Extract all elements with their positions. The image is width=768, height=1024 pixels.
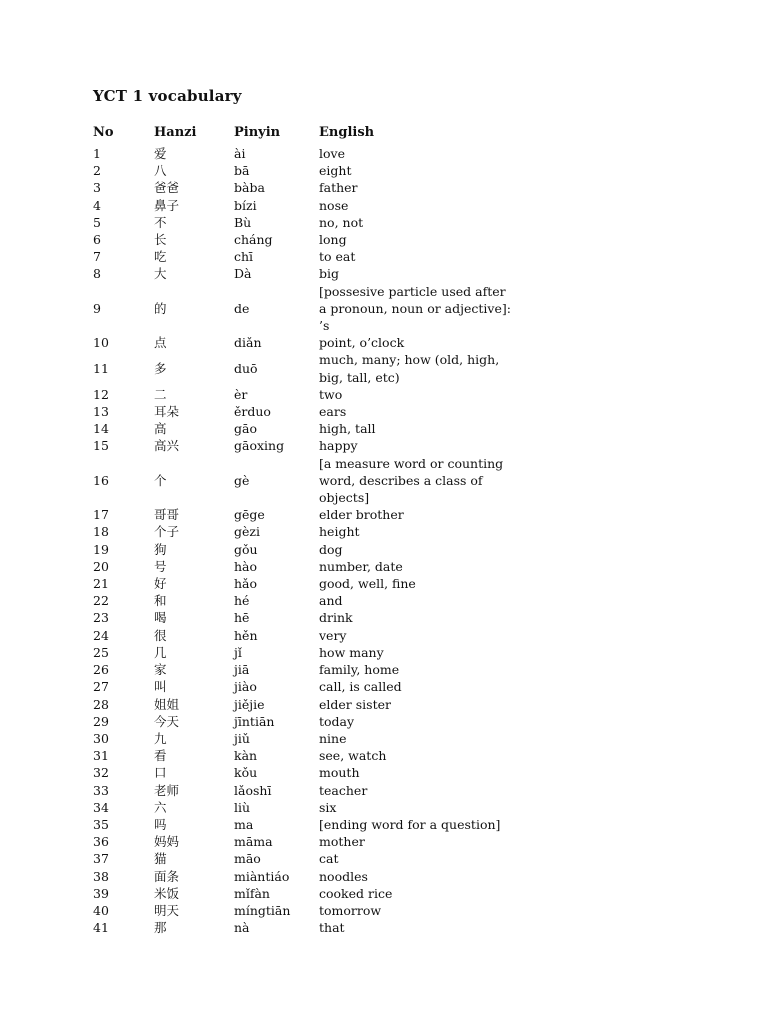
cell-english: noodles [319,868,368,884]
cell-pinyin: de [234,300,250,316]
vocabulary-table-body [91,145,517,936]
cell-no: 34 [93,799,109,815]
cell-english: [a measure word or counting word, describes a class of objects] [319,455,504,506]
table-row [91,455,517,507]
cell-no: 15 [93,438,109,454]
cell-english: today [319,713,355,729]
cell-english: see, watch [319,748,387,764]
cell-no: 16 [93,472,109,488]
cell-no: 2 [93,163,101,179]
cell-pinyin: liù [234,799,251,815]
header-row [91,125,517,145]
cell-hanzi: 的 [154,300,167,316]
cell-no: 37 [93,851,109,867]
cell-no: 14 [93,421,109,437]
cell-hanzi: 吗 [154,816,167,832]
cell-pinyin: miàntiáo [234,868,290,884]
cell-pinyin: gè [234,472,250,488]
cell-no: 6 [93,232,101,248]
cell-english: love [319,146,345,161]
cell-no: 41 [93,920,109,936]
cell-hanzi: 高 [154,421,167,437]
table-row [91,885,517,902]
header-hanzi: Hanzi [154,125,197,140]
table-row [91,730,517,747]
table-row [91,902,517,919]
cell-english: no, not [319,214,364,230]
table-row [91,334,517,351]
cell-pinyin: hǎo [234,576,258,592]
cell-no: 22 [93,593,109,609]
table-row [91,437,517,454]
cell-english: and [319,593,343,609]
cell-pinyin: jiā [234,662,250,678]
cell-hanzi: 高兴 [154,438,180,454]
cell-no: 29 [93,713,109,729]
cell-english: long [319,232,347,248]
cell-pinyin: ma [234,816,254,832]
table-row [91,283,517,335]
cell-english: cat [319,851,339,867]
cell-pinyin: māma [234,834,273,850]
cell-english: very [319,627,347,643]
cell-hanzi: 个子 [154,524,180,540]
cell-english: [possesive particle used after a pronoun, noun or adjective]: ’s [319,283,511,334]
cell-no: 23 [93,610,109,626]
cell-english: number, date [319,558,403,574]
cell-no: 33 [93,782,109,798]
table-row [91,850,517,867]
cell-no: 31 [93,748,109,764]
cell-english: big [319,266,340,282]
cell-hanzi: 爱 [154,146,167,161]
cell-english: father [319,180,358,196]
cell-pinyin: kàn [234,748,258,764]
cell-hanzi: 姐姐 [154,696,180,712]
table-row [91,833,517,850]
cell-english: high, tall [319,421,376,437]
cell-no: 26 [93,662,109,678]
cell-pinyin: jiào [234,679,257,695]
table-row [91,558,517,575]
cell-hanzi: 二 [154,386,167,402]
cell-english: elder brother [319,507,404,523]
cell-pinyin: jiǔ [234,730,250,746]
cell-hanzi: 明天 [154,902,180,918]
cell-pinyin: gāoxing [234,438,285,454]
cell-english: family, home [319,662,400,678]
cell-hanzi: 八 [154,163,167,179]
cell-no: 11 [93,361,109,377]
cell-no: 12 [93,386,109,402]
cell-pinyin: kǒu [234,765,258,781]
cell-hanzi: 六 [154,799,167,815]
cell-hanzi: 老师 [154,782,180,798]
document-title: YCT 1 vocabulary [93,87,242,105]
table-row [91,799,517,816]
cell-pinyin: míngtiān [234,902,291,918]
cell-no: 7 [93,249,101,265]
table-row [91,713,517,730]
table-row [91,351,517,385]
cell-english: that [319,920,345,936]
cell-pinyin: cháng [234,232,273,248]
table-row [91,420,517,437]
cell-pinyin: gèzi [234,524,260,540]
table-row [91,231,517,248]
cell-english: nine [319,730,347,746]
header-pinyin: Pinyin [234,125,281,140]
cell-english: dog [319,541,343,557]
cell-hanzi: 大 [154,266,167,282]
cell-no: 38 [93,868,109,884]
table-row [91,868,517,885]
cell-no: 25 [93,644,109,660]
cell-no: 36 [93,834,109,850]
cell-no: 10 [93,335,109,351]
cell-no: 30 [93,730,109,746]
cell-pinyin: èr [234,386,248,402]
cell-no: 21 [93,576,109,592]
cell-hanzi: 哥哥 [154,507,180,523]
table-row [91,696,517,713]
cell-english: [ending word for a question] [319,816,501,832]
cell-no: 18 [93,524,109,540]
table-row [91,627,517,644]
table-row [91,919,517,936]
cell-no: 9 [93,300,101,316]
cell-hanzi: 不 [154,214,167,230]
cell-english: elder sister [319,696,391,712]
cell-hanzi: 今天 [154,713,180,729]
table-row [91,248,517,265]
cell-hanzi: 吃 [154,249,167,265]
cell-hanzi: 几 [154,644,167,660]
cell-pinyin: nà [234,920,250,936]
cell-english: happy [319,438,358,454]
cell-hanzi: 米饭 [154,885,180,901]
table-row [91,661,517,678]
cell-pinyin: hē [234,610,250,626]
cell-pinyin: gāo [234,421,257,437]
cell-no: 13 [93,404,109,420]
cell-hanzi: 好 [154,576,167,592]
cell-pinyin: gēge [234,507,265,523]
table-row [91,214,517,231]
cell-hanzi: 号 [154,558,167,574]
cell-no: 1 [93,146,101,161]
cell-hanzi: 点 [154,335,167,351]
vocabulary-table-header [91,125,517,145]
cell-english: much, many; how (old, high, big, tall, etc) [319,352,500,385]
table-row [91,162,517,179]
cell-pinyin: Dà [234,266,252,282]
cell-hanzi: 爸爸 [154,180,180,196]
cell-english: ears [319,404,347,420]
cell-pinyin: mǐfàn [234,885,270,901]
cell-hanzi: 叫 [154,679,167,695]
cell-no: 3 [93,180,101,196]
table-row [91,747,517,764]
cell-pinyin: chī [234,249,254,265]
cell-english: eight [319,163,352,179]
table-row [91,386,517,403]
cell-pinyin: duō [234,361,258,377]
cell-pinyin: jǐ [234,644,242,660]
table-row [91,403,517,420]
cell-english: good, well, fine [319,576,416,592]
cell-english: drink [319,610,353,626]
cell-hanzi: 猫 [154,851,167,867]
cell-hanzi: 面条 [154,868,180,884]
cell-pinyin: māo [234,851,261,867]
table-row [91,592,517,609]
cell-hanzi: 喝 [154,610,167,626]
cell-no: 24 [93,627,109,643]
cell-hanzi: 很 [154,627,167,643]
header-english: English [319,125,375,140]
cell-english: height [319,524,360,540]
cell-pinyin: bízi [234,197,257,213]
cell-no: 19 [93,541,109,557]
cell-english: to eat [319,249,356,265]
cell-pinyin: diǎn [234,335,262,351]
cell-pinyin: hào [234,558,258,574]
cell-no: 35 [93,816,109,832]
cell-hanzi: 口 [154,765,167,781]
cell-english: six [319,799,337,815]
cell-pinyin: bàba [234,180,265,196]
cell-pinyin: ěrduo [234,404,271,420]
cell-pinyin: jiějie [234,696,265,712]
table-row [91,609,517,626]
cell-no: 17 [93,507,109,523]
cell-pinyin: bā [234,163,250,179]
cell-no: 40 [93,902,109,918]
header-no: No [93,125,114,140]
table-row [91,523,517,540]
cell-pinyin: lǎoshī [234,782,272,798]
cell-english: mother [319,834,365,850]
cell-english: how many [319,644,384,660]
cell-hanzi: 和 [154,593,167,609]
table-row [91,197,517,214]
cell-no: 27 [93,679,109,695]
cell-no: 5 [93,214,101,230]
table-row [91,575,517,592]
cell-pinyin: hěn [234,627,258,643]
table-row [91,145,517,162]
table-row [91,541,517,558]
table-row [91,782,517,799]
cell-no: 4 [93,197,101,213]
cell-hanzi: 家 [154,662,167,678]
cell-hanzi: 那 [154,920,167,936]
cell-pinyin: hé [234,593,250,609]
table-row [91,816,517,833]
cell-hanzi: 耳朵 [154,404,180,420]
cell-hanzi: 个 [154,472,167,488]
cell-hanzi: 看 [154,748,167,764]
cell-no: 32 [93,765,109,781]
vocabulary-table [91,125,517,936]
cell-hanzi: 鼻子 [154,197,180,213]
cell-pinyin: gǒu [234,541,258,557]
table-row [91,179,517,196]
cell-hanzi: 九 [154,730,167,746]
cell-hanzi: 妈妈 [154,834,180,850]
cell-english: point, o’clock [319,335,405,351]
cell-no: 39 [93,885,109,901]
table-row [91,265,517,282]
cell-english: mouth [319,765,360,781]
cell-english: teacher [319,782,368,798]
cell-english: nose [319,197,349,213]
cell-pinyin: ài [234,146,246,161]
cell-english: call, is called [319,679,402,695]
table-row [91,506,517,523]
cell-pinyin: jīntiān [234,713,275,729]
table-row [91,644,517,661]
cell-english: cooked rice [319,885,393,901]
cell-pinyin: Bù [234,214,252,230]
table-row [91,764,517,781]
cell-no: 20 [93,558,109,574]
cell-hanzi: 多 [154,361,167,377]
table-row [91,678,517,695]
cell-no: 8 [93,266,101,282]
cell-english: two [319,386,343,402]
cell-english: tomorrow [319,902,382,918]
cell-no: 28 [93,696,109,712]
cell-hanzi: 狗 [154,541,167,557]
cell-hanzi: 长 [154,232,167,248]
